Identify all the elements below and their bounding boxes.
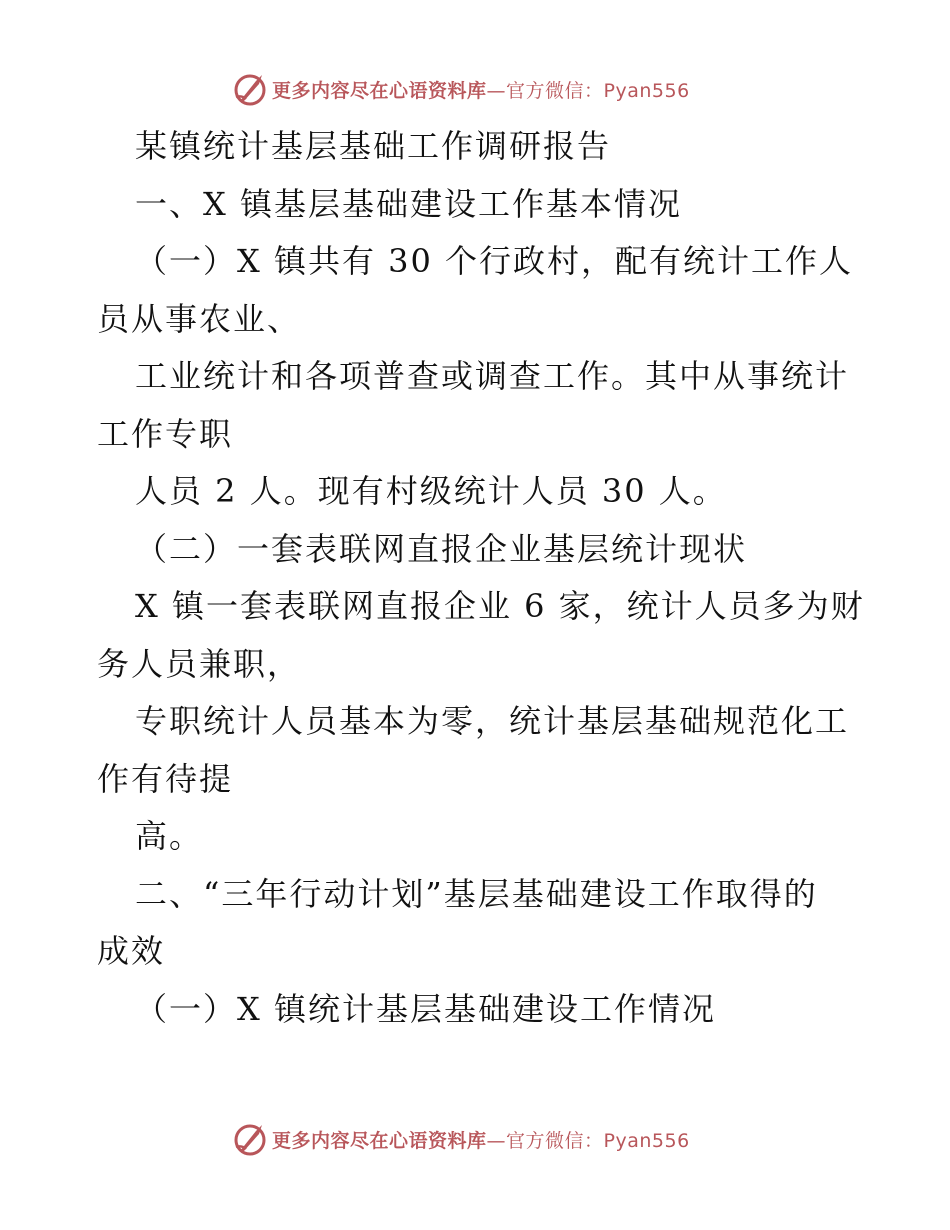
paragraph-line: 工作专职 xyxy=(97,414,234,453)
banner-text xyxy=(272,76,690,103)
quill-pen-logo-icon xyxy=(232,1121,268,1157)
paragraph-line: 员从事农业、 xyxy=(97,299,302,338)
paragraph-line: 人员 2 人。现有村级统计人员 30 人。 xyxy=(135,472,727,510)
banner-text xyxy=(272,1126,690,1153)
paragraph-line: 专职统计人员基本为零，统计基层基础规范化工 xyxy=(135,702,850,740)
subsection-heading: （一）X 镇统计基层基础建设工作情况 xyxy=(135,989,716,1028)
document-body xyxy=(97,118,865,1038)
paragraph-line: 工业统计和各项普查或调查工作。其中从事统计 xyxy=(135,357,850,395)
banner-wechat-text: 官方微信：Pyan556 xyxy=(506,79,690,102)
doc-title: 某镇统计基层基础工作调研报告 xyxy=(135,127,612,165)
paragraph-line: 务人员兼职， xyxy=(97,644,302,683)
quill-pen-logo-icon xyxy=(232,71,268,107)
paragraph-line: （一）X 镇共有 30 个行政村，配有统计工作人 xyxy=(135,242,854,280)
paragraph-line: 作有待提 xyxy=(97,759,234,798)
paragraph-line: X 镇一套表联网直报企业 6 家，统计人员多为财 xyxy=(135,587,865,625)
banner-wechat-text: 官方微信：Pyan556 xyxy=(506,1129,690,1152)
header-banner xyxy=(232,71,690,107)
paragraph-line: 成效 xyxy=(97,932,166,970)
banner-main-text: 更多内容尽在心语资料库 xyxy=(272,79,487,102)
section-heading-1: 一、X 镇基层基础建设工作基本情况 xyxy=(135,184,682,223)
footer-banner xyxy=(232,1121,690,1157)
banner-dash: — xyxy=(486,79,507,102)
banner-main-text: 更多内容尽在心语资料库 xyxy=(272,1129,487,1152)
paragraph-line: 高。 xyxy=(135,817,204,855)
subsection-heading: （二）一套表联网直报企业基层统计现状 xyxy=(135,529,748,568)
banner-dash: — xyxy=(486,1129,507,1152)
section-heading-2: 二、“三年行动计划”基层基础建设工作取得的 xyxy=(135,874,818,913)
